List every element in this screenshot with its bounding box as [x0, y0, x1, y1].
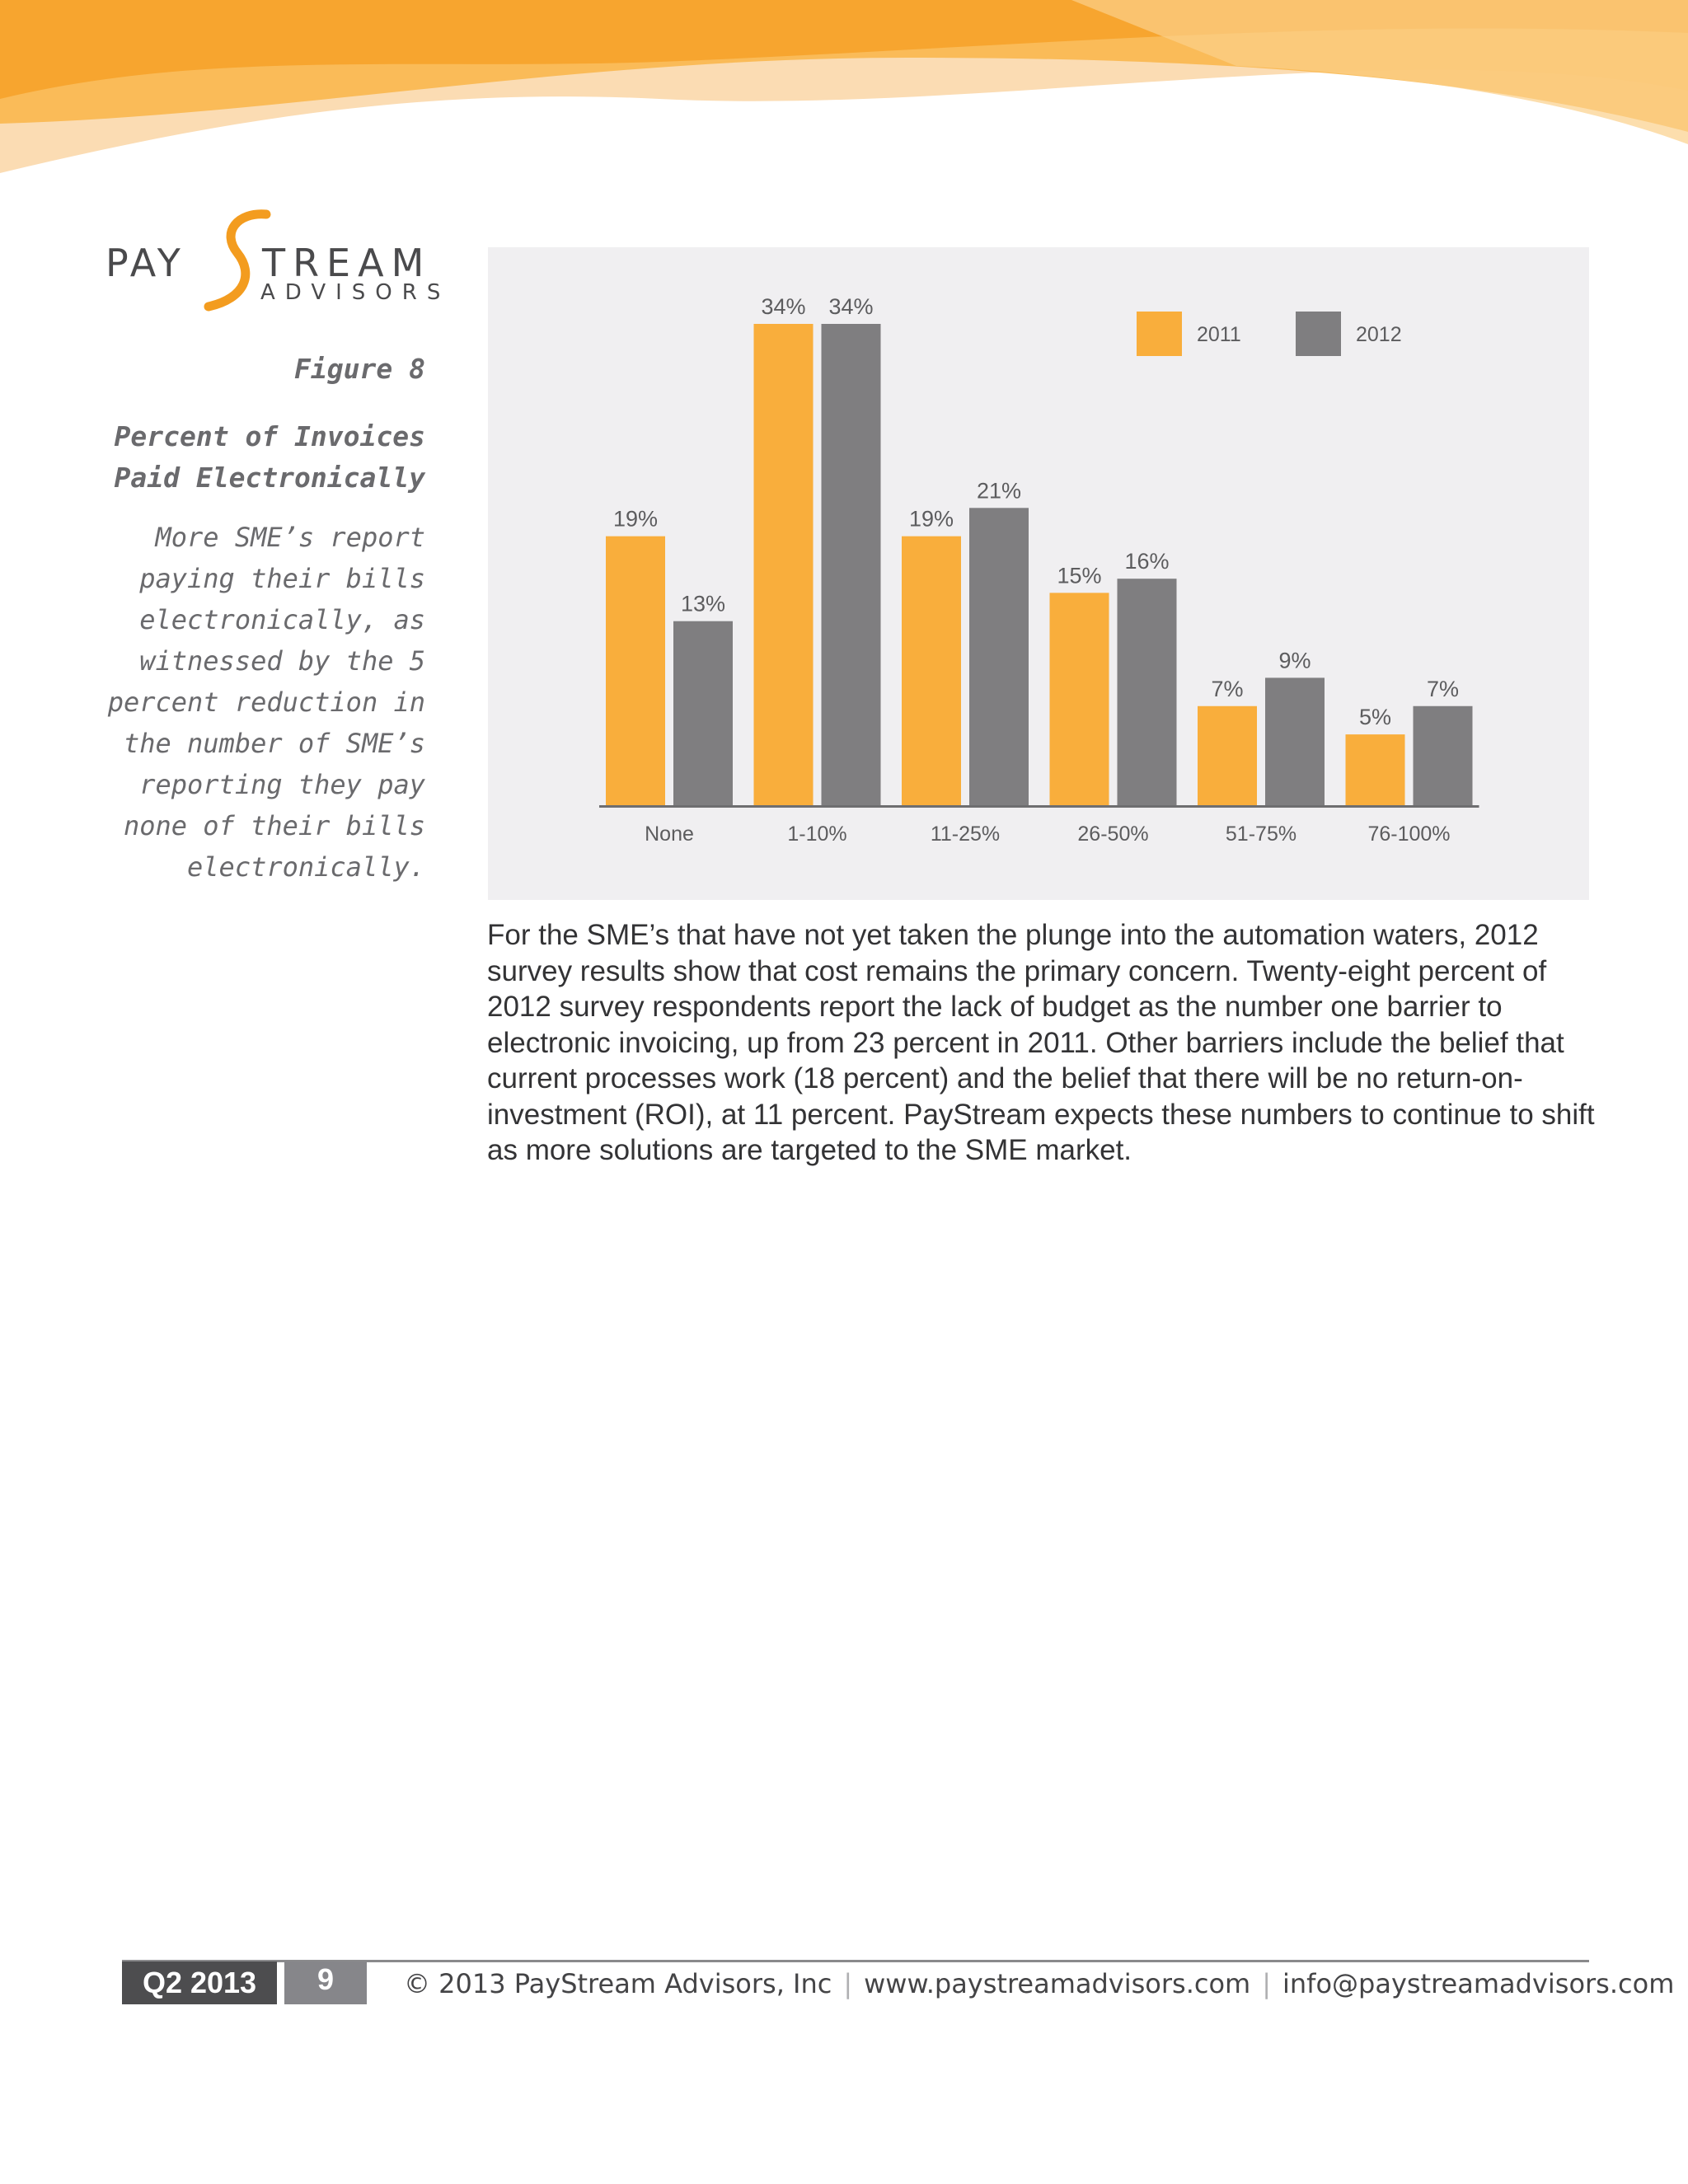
- footer-website-link[interactable]: www.paystreamadvisors.com: [864, 1968, 1251, 1999]
- figure-title: Percent of Invoices Paid Electronically: [114, 420, 425, 494]
- category-label-1-10%: 1-10%: [787, 823, 847, 846]
- bar-2011-1-10%: [754, 324, 814, 805]
- body-paragraph: For the SME’s that have not yet taken the plunge into the automation waters, 2012 survey results show that cost remains the primary concern. Twenty-eight percent of 2012 survey respondents report the lack of budget as the number one barrier to electronic invoicing, up from 23 percent in 2011. Other barriers include the belief that current processes work (18 percent) and the belief that there will be no return-on-investment (ROI), at 11 percent. PayStream expects these numbers to continue to shift as more solutions are targeted to the SME market.: [487, 919, 1595, 1166]
- paystream-logo: [106, 208, 451, 315]
- logo-wordmark-stream: TREAM: [262, 241, 432, 285]
- footer-separator: |: [1262, 1968, 1271, 1999]
- legend-label-2012: 2012: [1356, 323, 1402, 346]
- logo-wordmark-advisors: ADVISORS: [260, 280, 451, 305]
- footer-contact: [404, 1968, 1674, 1999]
- bar-2012-11-25%: [969, 508, 1029, 805]
- bar-2011-26-50%: [1050, 593, 1109, 805]
- logo-wordmark-pay: PAY: [106, 241, 185, 285]
- data-label-2011-51-75%: 7%: [1211, 676, 1244, 701]
- data-label-2012-1-10%: 34%: [828, 294, 874, 319]
- category-label-None: None: [645, 823, 694, 846]
- data-label-2012-26-50%: 16%: [1124, 549, 1170, 574]
- data-label-2012-11-25%: 21%: [976, 478, 1022, 504]
- footer-copyright: © 2013 PayStream Advisors, Inc: [404, 1968, 832, 1999]
- bar-chart: [488, 247, 1589, 900]
- bar-2012-51-75%: [1265, 677, 1325, 805]
- category-label-51-75%: 51-75%: [1225, 823, 1297, 846]
- category-label-26-50%: 26-50%: [1077, 823, 1149, 846]
- figure-number: Figure 8: [294, 353, 425, 385]
- header-wave-banner: [0, 0, 1688, 190]
- bar-2011-76-100%: [1346, 734, 1405, 805]
- data-label-2011-11-25%: 19%: [908, 506, 954, 532]
- figure-description: More SME’s report paying their bills electronically, as witnessed by the 5 percent reduction in the number of SME’s reporting they pay none of their bills electronically.: [107, 522, 425, 883]
- chart-panel: [488, 247, 1589, 900]
- category-label-76-100%: 76-100%: [1367, 823, 1451, 846]
- bar-2012-26-50%: [1118, 579, 1177, 805]
- data-label-2011-1-10%: 34%: [761, 294, 806, 319]
- bar-2012-1-10%: [822, 324, 881, 805]
- bar-2012-76-100%: [1414, 706, 1473, 805]
- data-label-2011-None: 19%: [612, 506, 659, 532]
- bar-2011-None: [606, 537, 665, 805]
- data-label-2012-None: 13%: [680, 591, 726, 616]
- page-number-badge: 9: [284, 1961, 367, 2004]
- data-label-2012-51-75%: 9%: [1278, 648, 1311, 673]
- data-label-2012-76-100%: 7%: [1426, 676, 1460, 701]
- legend-label-2011: 2011: [1197, 323, 1241, 346]
- quarter-badge: Q2 2013: [122, 1961, 277, 2004]
- footer-separator: |: [843, 1968, 853, 1999]
- data-label-2011-26-50%: 15%: [1057, 563, 1102, 588]
- legend-swatch-2011: [1137, 312, 1182, 356]
- category-label-11-25%: 11-25%: [930, 823, 1001, 846]
- bar-2011-11-25%: [902, 537, 961, 805]
- footer-email-link[interactable]: info@paystreamadvisors.com: [1282, 1968, 1675, 1999]
- bar-2012-None: [673, 621, 733, 805]
- legend-swatch-2012: [1296, 312, 1341, 356]
- bar-2011-51-75%: [1198, 706, 1257, 805]
- data-label-2011-76-100%: 5%: [1358, 705, 1392, 730]
